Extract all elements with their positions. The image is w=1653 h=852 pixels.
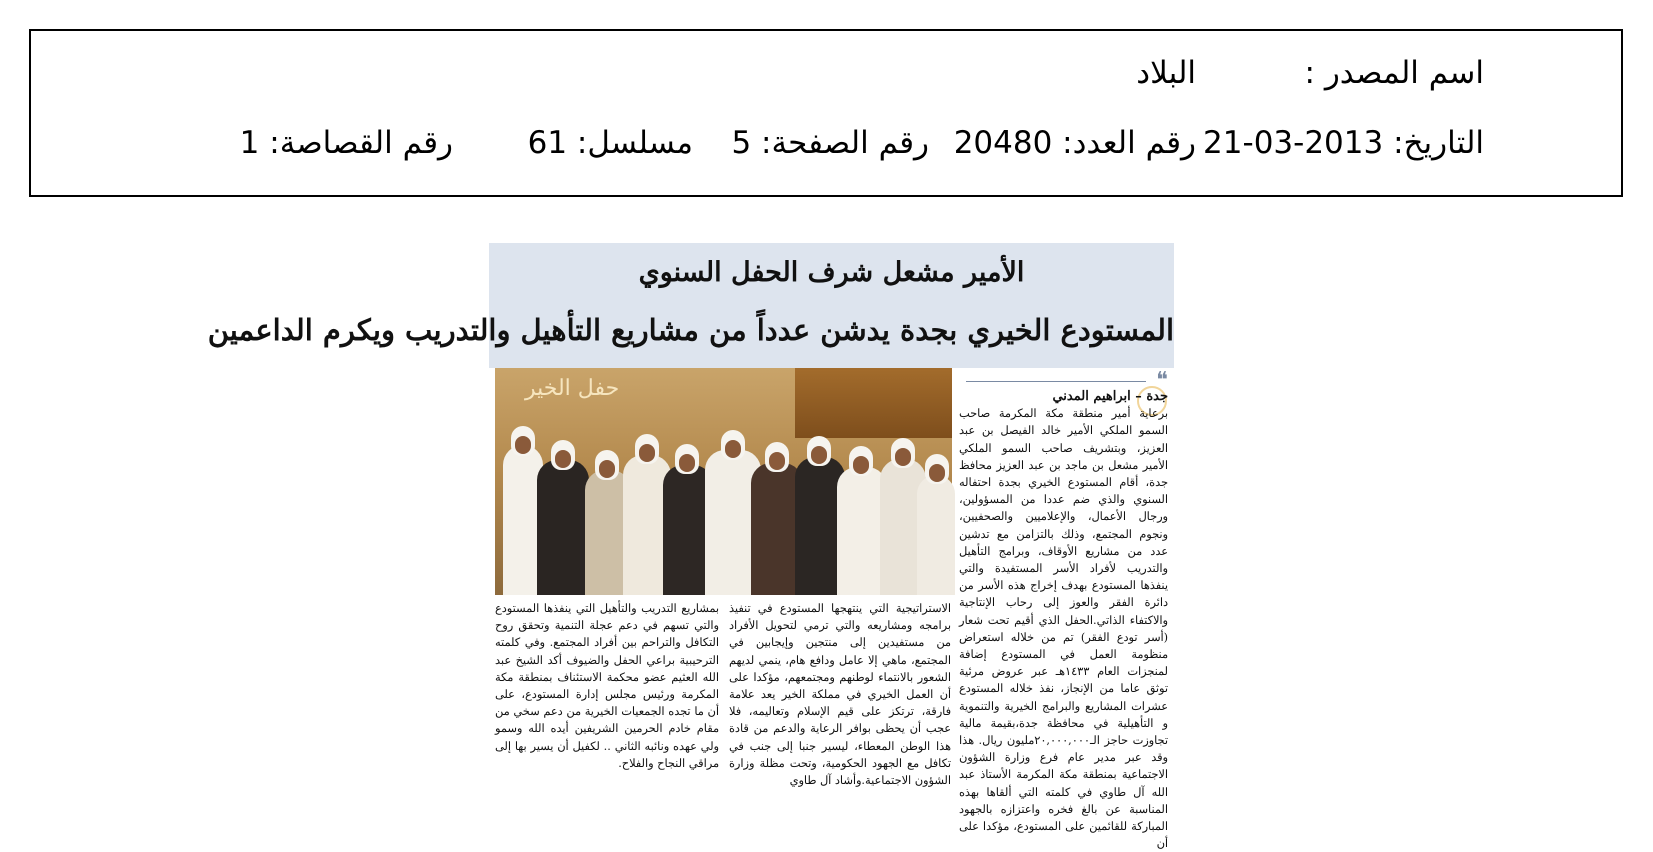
person-face <box>811 446 827 464</box>
article-subheadline: الأمير مشعل شرف الحفل السنوي <box>638 257 1025 288</box>
person-face <box>929 464 945 482</box>
source-info-box <box>29 29 1623 197</box>
source-value: البلاد <box>1136 55 1196 91</box>
photo-banner <box>795 368 952 438</box>
article-text-middle: الاستراتيجية التي ينتهجها المستودع في تنفيذ برامجه ومشاريعه والتي ترمي لتحويل الأفراد من مستفيدين إلى منتجين وإيجابين في المجتمع، ماهي إلا عامل ودافع هام، ينمي لديهم الشعور بالانتماء لوطنهم ومجتمعهم، مؤكدا على أن العمل الخيري في مملكة الخير يعد علامة فارقة، ترتكز على قيم الإسلام وتعاليمه، فلا عجب أن يحظى بوافر الرعاية والدعم من قادة هذا الوطن المعطاء، ليسير جنبا إلى جنب في تكافل مع الجهود الحكومية، وتحت مظلة وزارة الشؤون الاجتماعية.وأشاد آل طاوي <box>729 602 951 788</box>
article-text-right: برعاية أمير منطقة مكة المكرمة صاحب السمو الملكي الأمير خالد الفيصل بن عبد العزيز، وبتشريف صاحب السمو الملكي الأمير مشعل بن ماجد بن عبد العزيز محافظ جدة، أقام المستودع الخيري بجدة احتفاله السنوي والذي ضم عددا من المسؤولين، ورجال الأعمال، والإعلاميين والصحفيين، ونجوم المجتمع، وذلك بالتزامن مع تدشين عدد من مشاريع الأوقاف، وبرامج التأهيل والتدريب لأفراد الأسر المستفيدة والتي ينفذها المستودع بهدف إخراج هذه الأسر من دائرة الفقر والعوز إلى رحاب الإنتاجية والاكتفاء الذاتي.الحفل الذي أقيم تحت شعار (أسر تودع الفقر) تم من خلاله استعراض منظومة العمل في المستودع إضافة لمنجزات العام ١٤٣٣هـ عبر عروض مرئية توثق عاما من الإنجاز، نفذ خلاله المستودع عشرات المشاريع والبرامج الخيرية والتنموية و التأهيلية في محافظة جدة،بقيمة مالية تجاوزت حاجز الـ٢٠,٠٠٠,٠٠٠مليون ريال. هذا وقد عبر مدير عام فرع وزارة الشؤون الاجتماعية بمنطقة مكة المكرمة الأستاذ عبد الله آل طاوي في كلمته التي ألقاها بهذه المناسبة عن بالغ فخره واعتزازه بالجهود المباركة للقائمين على المستودع، مؤكدا على أن <box>959 407 1168 851</box>
article-column-right <box>959 388 1168 851</box>
byline-rule <box>966 381 1146 382</box>
person-figure <box>917 475 955 595</box>
person-figure <box>537 460 589 595</box>
person-face <box>599 460 615 478</box>
issue-number-field: رقم العدد: 20480 <box>953 125 1196 161</box>
newspaper-clipping <box>207 243 1174 851</box>
person-face <box>639 444 655 462</box>
article-headline: المستودع الخيري بجدة يدشن عدداً من مشاريع التأهيل والتدريب ويكرم الداعمين <box>207 313 1174 347</box>
article-column-left <box>495 600 719 773</box>
person-face <box>555 450 571 468</box>
person-face <box>515 436 531 454</box>
page-number-field: رقم الصفحة: 5 <box>731 125 929 161</box>
photo-banner-text: حفل الخير <box>525 376 620 401</box>
person-face <box>769 452 785 470</box>
clip-number-field: رقم القصاصة: 1 <box>239 125 453 161</box>
person-face <box>679 454 695 472</box>
person-face <box>895 448 911 466</box>
headline-band <box>207 243 1174 368</box>
quote-icon: ❝ <box>1156 368 1168 393</box>
person-face <box>725 440 741 458</box>
article-photo <box>495 368 952 595</box>
source-label: اسم المصدر : <box>1304 55 1484 91</box>
article-text-left: بمشاريع التدريب والتأهيل التي ينفذها المستودع والتي تسهم في دعم عجلة التنمية وتحقق روح التكافل والتراحم بين أفراد المجتمع. وفي كلمته الترحيبية براعي الحفل والضيوف أكد الشيخ عبد الله العثيم عضو محكمة الاستئناف بمنطقة مكة المكرمة ورئيس مجلس إدارة المستودع، على أن ما تجده الجمعيات الخيرية من دعم سخي من مقام خادم الحرمين الشريفين أيده الله وسمو ولي عهده ونائبه الثاني .. لكفيل أن يسير بها إلى مراقي النجاح والفلاح. <box>495 602 719 770</box>
serial-field: مسلسل: 61 <box>527 125 693 161</box>
date-field: التاريخ: 2013-03-21 <box>1203 125 1484 161</box>
article-column-middle <box>729 600 951 788</box>
person-face <box>853 456 869 474</box>
article-byline: جدة – ابراهيم المدني <box>1052 389 1168 404</box>
